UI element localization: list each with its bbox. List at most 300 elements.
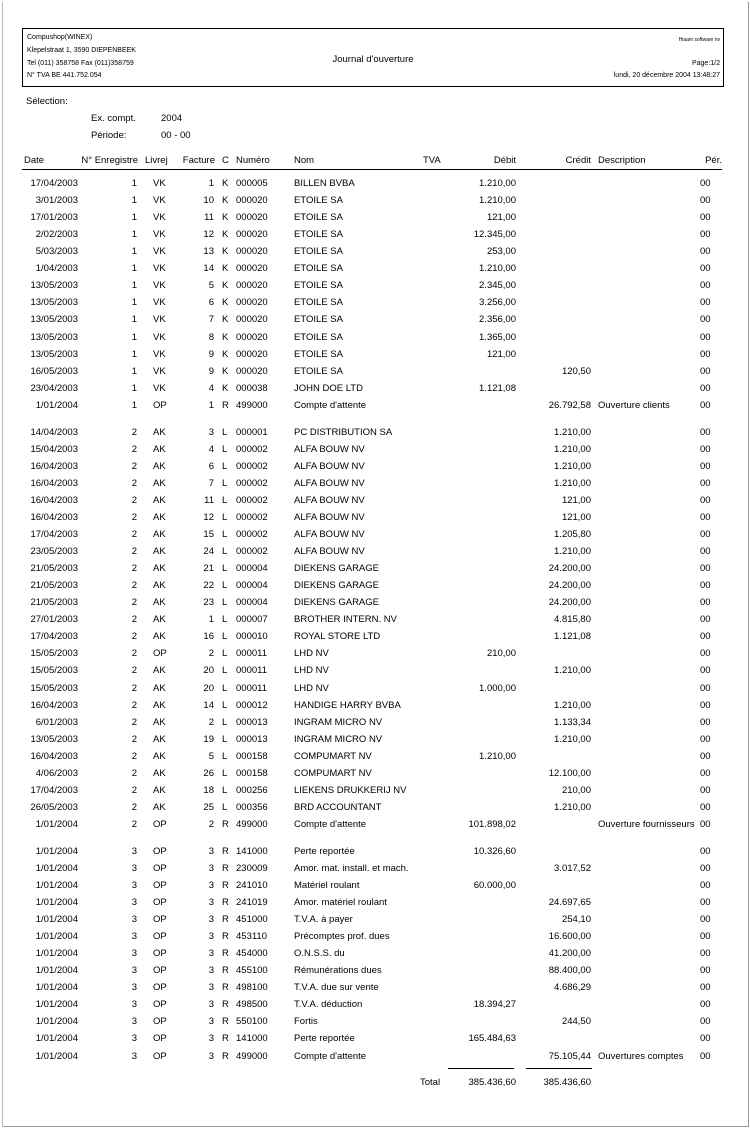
cell-date: 26/05/2003 bbox=[30, 801, 78, 813]
cell-name: T.V.A. à payer bbox=[294, 914, 353, 926]
table-row bbox=[0, 782, 750, 799]
cell-credit: 24.200,00 bbox=[548, 563, 591, 575]
cell-invoice: 2 bbox=[208, 648, 214, 660]
cell-date: 16/05/2003 bbox=[30, 365, 78, 377]
cell-name: LHD NV bbox=[294, 648, 329, 660]
cell-invoice: 5 bbox=[208, 750, 214, 762]
table-row bbox=[0, 877, 750, 894]
cell-number: 000011 bbox=[236, 682, 267, 694]
cell-number: 000020 bbox=[236, 263, 268, 275]
cell-credit: 210,00 bbox=[561, 784, 591, 796]
cell-invoice: 16 bbox=[203, 631, 214, 643]
cell-c: K bbox=[222, 331, 229, 343]
cell-journal: OP bbox=[153, 965, 167, 977]
cell-debit: 1.210,00 bbox=[479, 263, 516, 275]
cell-c: R bbox=[222, 862, 229, 874]
cell-invoice: 3 bbox=[208, 999, 214, 1011]
cell-c: L bbox=[222, 716, 228, 728]
table-row bbox=[0, 680, 750, 697]
cell-journal: AK bbox=[153, 494, 166, 506]
cell-journal: AK bbox=[153, 563, 166, 575]
cell-journal: OP bbox=[153, 897, 167, 908]
cell-date: 15/04/2003 bbox=[30, 443, 78, 455]
cell-name: T.V.A. due sur vente bbox=[294, 982, 379, 994]
cell-name: Amor. matériel roulant bbox=[294, 897, 387, 908]
cell-c: L bbox=[222, 784, 228, 796]
cell-entry: 1 bbox=[131, 263, 137, 275]
cell-number: 453110 bbox=[236, 931, 267, 943]
table-row bbox=[0, 346, 750, 363]
cell-credit: 121,00 bbox=[561, 512, 591, 523]
cell-invoice: 4 bbox=[208, 443, 214, 455]
cell-c: L bbox=[222, 682, 228, 694]
cell-period: 00 bbox=[700, 314, 711, 326]
cell-period: 00 bbox=[700, 716, 711, 728]
cell-invoice: 13 bbox=[203, 246, 214, 258]
cell-period: 00 bbox=[700, 862, 711, 874]
cell-credit: 4.815,80 bbox=[554, 614, 591, 626]
cell-name: ALFA BOUW NV bbox=[294, 494, 365, 506]
cell-c: K bbox=[222, 178, 229, 189]
cell-c: R bbox=[222, 1033, 229, 1045]
cell-number: 000158 bbox=[236, 750, 268, 762]
cell-invoice: 10 bbox=[203, 195, 214, 207]
cell-date: 5/03/2003 bbox=[35, 246, 78, 258]
cell-entry: 1 bbox=[131, 382, 137, 394]
cell-number: 000010 bbox=[236, 631, 268, 643]
cell-journal: AK bbox=[153, 665, 166, 677]
col-date: Date bbox=[24, 155, 45, 166]
cell-period: 00 bbox=[700, 631, 711, 643]
cell-entry: 3 bbox=[131, 880, 137, 891]
cell-date: 17/04/2003 bbox=[30, 631, 78, 643]
cell-entry: 2 bbox=[131, 682, 137, 694]
col-credit: Crédit bbox=[565, 155, 591, 166]
cell-journal: AK bbox=[153, 529, 166, 540]
cell-invoice: 3 bbox=[208, 897, 214, 908]
cell-journal: AK bbox=[153, 631, 166, 643]
cell-number: 550100 bbox=[236, 1016, 268, 1028]
cell-c: K bbox=[222, 382, 229, 394]
cell-entry: 2 bbox=[131, 801, 137, 813]
cell-entry: 2 bbox=[131, 546, 137, 558]
cell-c: L bbox=[222, 767, 228, 779]
cell-invoice: 20 bbox=[203, 665, 214, 677]
cell-number: 000013 bbox=[236, 716, 268, 728]
cell-entry: 2 bbox=[131, 733, 137, 745]
cell-c: K bbox=[222, 297, 229, 309]
cell-period: 00 bbox=[700, 195, 711, 207]
cell-debit: 1.210,00 bbox=[479, 178, 516, 189]
cell-invoice: 1 bbox=[208, 178, 214, 189]
cell-number: 000020 bbox=[236, 195, 268, 207]
cell-number: 000001 bbox=[236, 426, 268, 438]
cell-name: ALFA BOUW NV bbox=[294, 443, 365, 455]
cell-period: 00 bbox=[700, 614, 711, 626]
table-row bbox=[0, 277, 750, 294]
table-row bbox=[0, 192, 750, 209]
cell-date: 1/01/2004 bbox=[35, 897, 78, 908]
cell-journal: OP bbox=[153, 914, 167, 926]
cell-number: 000011 bbox=[236, 648, 267, 660]
cell-number: 000038 bbox=[236, 382, 268, 394]
cell-date: 1/01/2004 bbox=[35, 1033, 78, 1045]
cell-period: 00 bbox=[700, 494, 711, 506]
cell-journal: AK bbox=[153, 750, 166, 762]
cell-journal: VK bbox=[153, 280, 166, 292]
cell-number: 000004 bbox=[236, 563, 268, 575]
table-row bbox=[0, 628, 750, 645]
table-row bbox=[0, 1030, 750, 1047]
table-row bbox=[0, 748, 750, 765]
table-row bbox=[0, 860, 750, 877]
col-period: Pér. bbox=[705, 155, 722, 166]
cell-debit: 2.345,00 bbox=[479, 280, 516, 292]
cell-c: L bbox=[222, 750, 228, 762]
cell-credit: 1.210,00 bbox=[554, 699, 591, 711]
cell-c: R bbox=[222, 1050, 229, 1062]
cell-number: 000002 bbox=[236, 460, 268, 472]
cell-c: R bbox=[222, 914, 229, 926]
table-row bbox=[0, 441, 750, 458]
cell-name: BRD ACCOUNTANT bbox=[294, 801, 382, 813]
cell-journal: OP bbox=[153, 862, 167, 874]
table-row bbox=[0, 816, 750, 833]
company-address: Klepelstraat 1, 3590 DIEPENBEEK bbox=[27, 47, 136, 54]
cell-date: 13/05/2003 bbox=[30, 314, 78, 326]
cell-period: 00 bbox=[700, 597, 711, 609]
cell-invoice: 2 bbox=[208, 818, 214, 830]
cell-number: 455100 bbox=[236, 965, 268, 977]
cell-date: 2/02/2003 bbox=[35, 229, 78, 241]
cell-name: ALFA BOUW NV bbox=[294, 477, 365, 489]
cell-invoice: 11 bbox=[204, 212, 214, 224]
cell-entry: 3 bbox=[131, 845, 137, 857]
cell-name: LHD NV bbox=[294, 682, 329, 694]
table-row bbox=[0, 492, 750, 509]
cell-debit: 1.121,08 bbox=[479, 382, 516, 394]
cell-entry: 3 bbox=[131, 1016, 137, 1028]
cell-date: 13/05/2003 bbox=[30, 297, 78, 309]
cell-invoice: 7 bbox=[208, 314, 214, 326]
cell-number: 000020 bbox=[236, 297, 268, 309]
cell-period: 00 bbox=[700, 914, 711, 926]
table-row bbox=[0, 928, 750, 945]
cell-c: K bbox=[222, 229, 229, 241]
cell-period: 00 bbox=[700, 546, 711, 558]
cell-name: ALFA BOUW NV bbox=[294, 512, 365, 523]
cell-debit: 121,00 bbox=[486, 348, 516, 360]
cell-entry: 1 bbox=[131, 314, 137, 326]
cell-name: DIEKENS GARAGE bbox=[294, 597, 379, 609]
cell-entry: 1 bbox=[131, 195, 137, 207]
cell-name: ETOILE SA bbox=[294, 263, 343, 275]
cell-entry: 2 bbox=[131, 784, 137, 796]
col-invoice: Facture bbox=[182, 155, 215, 166]
cell-entry: 2 bbox=[131, 477, 137, 489]
cell-name: Perte reportée bbox=[294, 1033, 355, 1045]
cell-name: ETOILE SA bbox=[294, 365, 343, 377]
cell-entry: 2 bbox=[131, 818, 137, 830]
cell-credit: 1.210,00 bbox=[554, 801, 591, 813]
cell-description: Ouverture clients bbox=[598, 399, 670, 411]
cell-period: 00 bbox=[700, 1050, 711, 1062]
cell-number: 499000 bbox=[236, 818, 268, 830]
cell-date: 1/01/2004 bbox=[35, 999, 78, 1011]
cell-date: 16/04/2003 bbox=[30, 699, 78, 711]
table-row bbox=[0, 543, 750, 560]
software-label: Hiaam software nv bbox=[678, 37, 720, 43]
cell-period: 00 bbox=[700, 733, 711, 745]
cell-entry: 1 bbox=[131, 280, 137, 292]
cell-invoice: 19 bbox=[203, 733, 214, 745]
cell-journal: AK bbox=[153, 477, 166, 489]
col-description: Description bbox=[598, 155, 646, 166]
cell-period: 00 bbox=[700, 818, 711, 830]
cell-number: 498500 bbox=[236, 999, 268, 1011]
table-row bbox=[0, 911, 750, 928]
cell-c: K bbox=[222, 212, 229, 224]
cell-period: 00 bbox=[700, 880, 711, 891]
col-name: Nom bbox=[294, 155, 315, 166]
cell-period: 00 bbox=[700, 563, 711, 575]
table-row bbox=[0, 945, 750, 962]
table-row bbox=[0, 799, 750, 816]
cell-name: LIEKENS DRUKKERIJ NV bbox=[294, 784, 407, 796]
page-number: Page:1/2 bbox=[691, 60, 720, 67]
cell-invoice: 9 bbox=[208, 365, 214, 377]
cell-number: 241010 bbox=[236, 880, 268, 891]
cell-date: 1/01/2004 bbox=[35, 1050, 78, 1062]
cell-name: ETOILE SA bbox=[294, 195, 343, 207]
cell-invoice: 1 bbox=[208, 614, 214, 626]
cell-number: 141000 bbox=[236, 845, 268, 857]
cell-number: 000020 bbox=[236, 365, 268, 377]
table-row bbox=[0, 996, 750, 1013]
cell-period: 00 bbox=[700, 784, 711, 796]
company-vat: N° TVA BE 441.752.054 bbox=[27, 72, 102, 79]
cell-entry: 2 bbox=[131, 614, 137, 626]
cell-debit: 60.000,00 bbox=[473, 880, 516, 891]
cell-invoice: 18 bbox=[203, 784, 214, 796]
cell-credit: 3.017,52 bbox=[554, 862, 591, 874]
cell-entry: 3 bbox=[131, 914, 137, 926]
cell-period: 00 bbox=[700, 931, 711, 943]
cell-entry: 2 bbox=[131, 597, 137, 609]
cell-number: 451000 bbox=[236, 914, 268, 926]
cell-debit: 101.898,02 bbox=[468, 818, 516, 830]
cell-c: K bbox=[222, 365, 229, 377]
cell-credit: 24.697,65 bbox=[548, 897, 591, 908]
company-phone: Tel (011) 358758 Fax (011)358759 bbox=[27, 60, 134, 67]
cell-debit: 1.210,00 bbox=[479, 750, 516, 762]
cell-number: 498100 bbox=[236, 982, 268, 994]
cell-name: ETOILE SA bbox=[294, 331, 343, 343]
col-number: Numéro bbox=[236, 155, 270, 166]
cell-entry: 3 bbox=[131, 862, 137, 874]
cell-c: L bbox=[222, 580, 228, 592]
cell-period: 00 bbox=[700, 477, 711, 489]
cell-number: 000020 bbox=[236, 246, 268, 258]
cell-invoice: 5 bbox=[208, 280, 214, 292]
table-row bbox=[0, 714, 750, 731]
table-row bbox=[0, 294, 750, 311]
cell-invoice: 3 bbox=[208, 426, 214, 438]
cell-invoice: 21 bbox=[203, 563, 214, 575]
cell-c: L bbox=[222, 512, 228, 523]
cell-journal: OP bbox=[153, 1033, 167, 1045]
cell-credit: 41.200,00 bbox=[548, 948, 591, 960]
cell-description: Ouvertures comptes bbox=[598, 1050, 684, 1062]
cell-period: 00 bbox=[700, 280, 711, 292]
cell-invoice: 1 bbox=[208, 399, 214, 411]
total-credit: 385.436,60 bbox=[543, 1077, 591, 1088]
cell-period: 00 bbox=[700, 982, 711, 994]
cell-name: Perte reportée bbox=[294, 845, 355, 857]
cell-entry: 3 bbox=[131, 948, 137, 960]
cell-number: 000256 bbox=[236, 784, 268, 796]
cell-journal: AK bbox=[153, 597, 166, 609]
cell-name: ETOILE SA bbox=[294, 280, 343, 292]
cell-journal: VK bbox=[153, 314, 166, 326]
cell-journal: VK bbox=[153, 246, 166, 258]
table-row bbox=[0, 475, 750, 492]
cell-c: L bbox=[222, 529, 228, 540]
cell-period: 00 bbox=[700, 331, 711, 343]
cell-journal: OP bbox=[153, 1050, 167, 1062]
cell-journal: AK bbox=[153, 443, 166, 455]
cell-c: R bbox=[222, 948, 229, 960]
cell-c: K bbox=[222, 280, 229, 292]
cell-period: 00 bbox=[700, 263, 711, 275]
cell-invoice: 2 bbox=[208, 716, 214, 728]
cell-credit: 24.200,00 bbox=[548, 597, 591, 609]
cell-invoice: 11 bbox=[204, 494, 214, 506]
cell-date: 1/04/2003 bbox=[35, 263, 78, 275]
cell-date: 15/05/2003 bbox=[30, 665, 78, 677]
cell-period: 00 bbox=[700, 1033, 711, 1045]
table-row bbox=[0, 1013, 750, 1030]
cell-journal: AK bbox=[153, 767, 166, 779]
table-row bbox=[0, 458, 750, 475]
cell-date: 1/01/2004 bbox=[35, 818, 78, 830]
cell-credit: 16.600,00 bbox=[548, 931, 591, 943]
cell-credit: 121,00 bbox=[561, 494, 591, 506]
cell-c: L bbox=[222, 733, 228, 745]
table-row bbox=[0, 594, 750, 611]
col-journal: Livrej bbox=[145, 155, 168, 166]
cell-debit: 210,00 bbox=[486, 648, 516, 660]
company-name: Compushop(WINEX) bbox=[27, 34, 93, 41]
cell-journal: OP bbox=[153, 648, 167, 660]
table-row bbox=[0, 979, 750, 996]
cell-period: 00 bbox=[700, 348, 711, 360]
table-row bbox=[0, 380, 750, 397]
cell-name: ETOILE SA bbox=[294, 212, 343, 224]
cell-journal: OP bbox=[153, 845, 167, 857]
cell-c: K bbox=[222, 195, 229, 207]
cell-number: 000356 bbox=[236, 801, 268, 813]
cell-journal: VK bbox=[153, 263, 166, 275]
table-row bbox=[0, 962, 750, 979]
cell-date: 16/04/2003 bbox=[30, 494, 78, 506]
cell-date: 1/01/2004 bbox=[35, 845, 78, 857]
cell-invoice: 15 bbox=[203, 529, 214, 540]
cell-name: T.V.A. déduction bbox=[294, 999, 363, 1011]
cell-c: K bbox=[222, 263, 229, 275]
cell-name: ETOILE SA bbox=[294, 314, 343, 326]
cell-date: 14/04/2003 bbox=[30, 426, 78, 438]
cell-c: R bbox=[222, 818, 229, 830]
cell-number: 000020 bbox=[236, 212, 268, 224]
cell-number: 230009 bbox=[236, 862, 268, 874]
cell-entry: 2 bbox=[131, 631, 137, 643]
cell-period: 00 bbox=[700, 845, 711, 857]
cell-entry: 1 bbox=[131, 178, 137, 189]
cell-credit: 1.210,00 bbox=[554, 443, 591, 455]
cell-debit: 1.000,00 bbox=[479, 682, 516, 694]
cell-credit: 1.210,00 bbox=[554, 546, 591, 558]
cell-number: 000020 bbox=[236, 229, 268, 241]
cell-journal: AK bbox=[153, 460, 166, 472]
cell-invoice: 3 bbox=[208, 1016, 214, 1028]
cell-c: L bbox=[222, 699, 228, 711]
cell-entry: 1 bbox=[131, 399, 137, 411]
cell-journal: AK bbox=[153, 614, 166, 626]
cell-name: INGRAM MICRO NV bbox=[294, 733, 383, 745]
cell-name: Compte d'attente bbox=[294, 399, 367, 411]
cell-entry: 2 bbox=[131, 580, 137, 592]
col-tva: TVA bbox=[423, 155, 441, 166]
cell-name: DIEKENS GARAGE bbox=[294, 580, 379, 592]
cell-entry: 2 bbox=[131, 699, 137, 711]
cell-journal: OP bbox=[153, 818, 167, 830]
cell-number: 000011 bbox=[236, 665, 267, 677]
cell-c: R bbox=[222, 982, 229, 994]
cell-name: Compte d'attente bbox=[294, 818, 367, 830]
total-debit: 385.436,60 bbox=[468, 1077, 516, 1088]
cell-entry: 1 bbox=[131, 348, 137, 360]
cell-journal: AK bbox=[153, 801, 166, 813]
cell-date: 1/01/2004 bbox=[35, 982, 78, 994]
cell-c: L bbox=[222, 597, 228, 609]
cell-debit: 3.256,00 bbox=[479, 297, 516, 309]
cell-invoice: 4 bbox=[208, 382, 214, 394]
cell-invoice: 3 bbox=[208, 880, 214, 891]
cell-period: 00 bbox=[700, 229, 711, 241]
cell-entry: 2 bbox=[131, 443, 137, 455]
cell-invoice: 3 bbox=[208, 931, 214, 943]
cell-entry: 3 bbox=[131, 982, 137, 994]
cell-invoice: 25 bbox=[203, 801, 214, 813]
cell-date: 13/05/2003 bbox=[30, 348, 78, 360]
cell-number: 000007 bbox=[236, 614, 268, 626]
cell-number: 499000 bbox=[236, 399, 268, 411]
cell-date: 1/01/2004 bbox=[35, 1016, 78, 1028]
cell-invoice: 6 bbox=[208, 460, 214, 472]
cell-debit: 121,00 bbox=[486, 212, 516, 224]
cell-period: 00 bbox=[700, 512, 711, 523]
cell-c: L bbox=[222, 426, 228, 438]
cell-debit: 253,00 bbox=[486, 246, 516, 258]
cell-invoice: 22 bbox=[203, 580, 214, 592]
cell-debit: 1.365,00 bbox=[479, 331, 516, 343]
cell-name: COMPUMART NV bbox=[294, 750, 372, 762]
cell-credit: 1.133,34 bbox=[554, 716, 591, 728]
cell-date: 16/04/2003 bbox=[30, 477, 78, 489]
cell-name: ALFA BOUW NV bbox=[294, 460, 365, 472]
cell-period: 00 bbox=[700, 297, 711, 309]
